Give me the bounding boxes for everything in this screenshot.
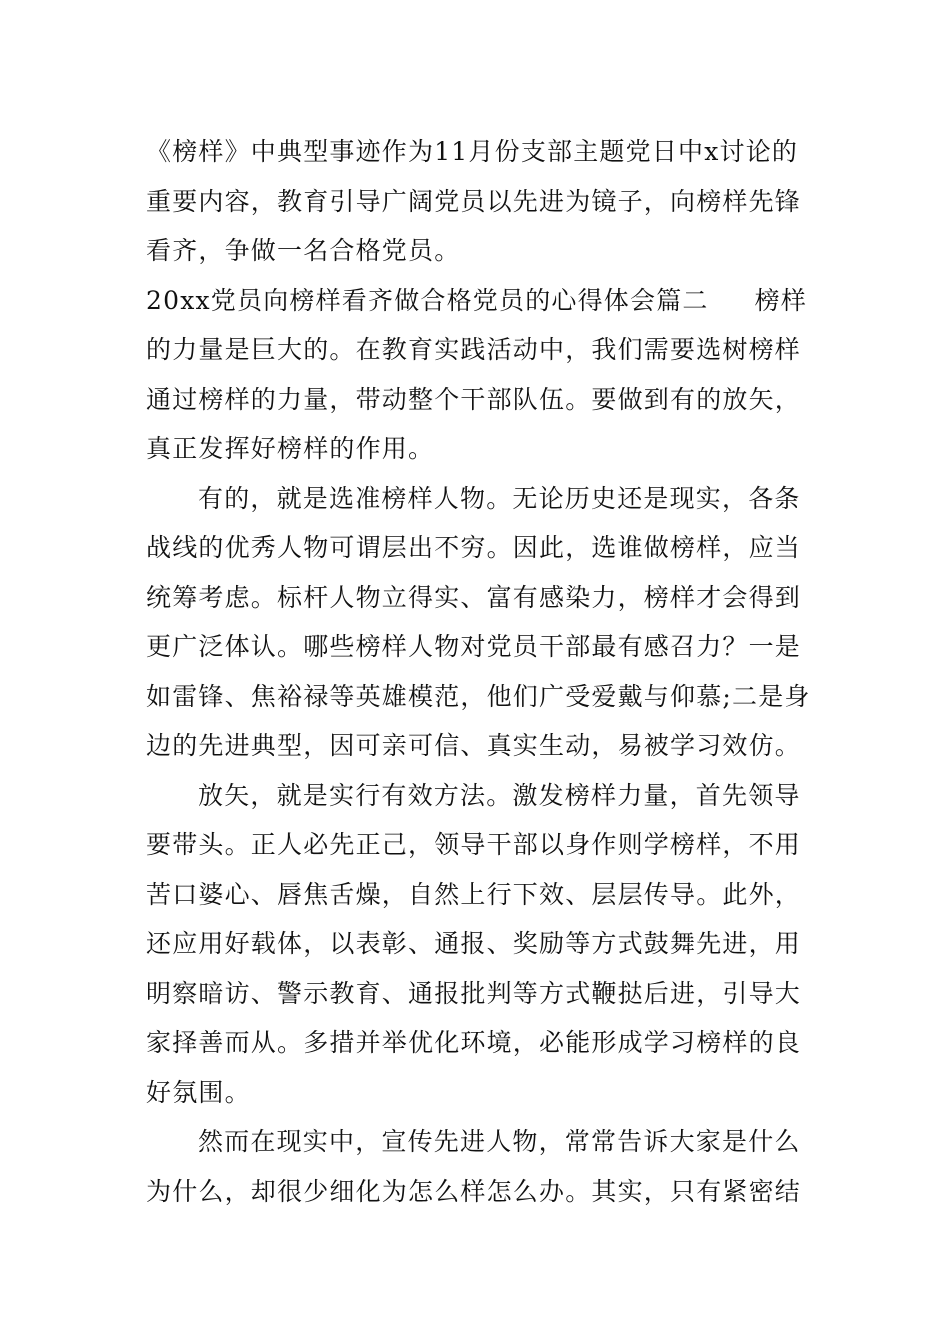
text-line: 统筹考虑。标杆人物立得实、富有感染力，榜样才会得到 — [146, 582, 802, 612]
text-line: 《榜样》中典型事迹作为11月份支部主题党日中x讨论的 — [146, 137, 799, 166]
text-line: 家择善而从。多措并举优化环境，必能形成学习榜样的良 — [146, 1028, 802, 1057]
paragraph-first-line: 放矢，就是实行有效方法。激发榜样力量，首先领导 — [198, 780, 801, 810]
text-line: 更广泛体认。哪些榜样人物对党员干部最有感召力？一是 — [146, 632, 802, 661]
text-line: 明察暗访、警示教育、通报批判等方式鞭挞后进，引导大 — [146, 978, 802, 1008]
text-fragment: 榜样 — [754, 285, 808, 315]
paragraph-first-line: 有的，就是选准榜样人物。无论历史还是现实，各条 — [198, 483, 801, 513]
text-line: 重要内容，教育引导广阔党员以先进为镜子，向榜样先锋 — [146, 186, 802, 216]
document-body — [146, 127, 811, 1216]
text-line: 边的先进典型，因可亲可信、真实生动，易被学习效仿。 — [146, 731, 802, 760]
text-line: 为什么，却很少细化为怎么样怎么办。其实，只有紧密结 — [146, 1176, 802, 1206]
text-line: 如雷锋、焦裕禄等英雄模范，他们广受爱戴与仰慕;二是身 — [146, 681, 811, 711]
text-line: 看齐，争做一名合格党员。 — [146, 236, 461, 265]
text-line: 真正发挥好榜样的作用。 — [146, 434, 435, 463]
section-heading: 20xx党员向榜样看齐做合格党员的心得体会篇二 — [146, 285, 709, 315]
section-heading-line — [146, 276, 806, 326]
text-line: 通过榜样的力量，带动整个干部队伍。要做到有的放矢， — [146, 384, 802, 414]
text-line: 战线的优秀人物可谓层出不穷。因此，选谁做榜样，应当 — [146, 533, 802, 562]
text-line: 还应用好载体，以表彰、通报、奖励等方式鼓舞先进，用 — [146, 929, 802, 958]
text-line: 好氛围。 — [146, 1077, 251, 1107]
text-line: 要带头。正人必先正己，领导干部以身作则学榜样，不用 — [146, 830, 802, 859]
text-line: 的力量是巨大的。在教育实践活动中，我们需要选树榜样 — [146, 335, 802, 364]
paragraph-first-line: 然而在现实中，宣传先进人物，常常告诉大家是什么 — [198, 1127, 801, 1156]
text-line: 苦口婆心、唇焦舌燥，自然上行下效、层层传导。此外， — [146, 879, 802, 909]
